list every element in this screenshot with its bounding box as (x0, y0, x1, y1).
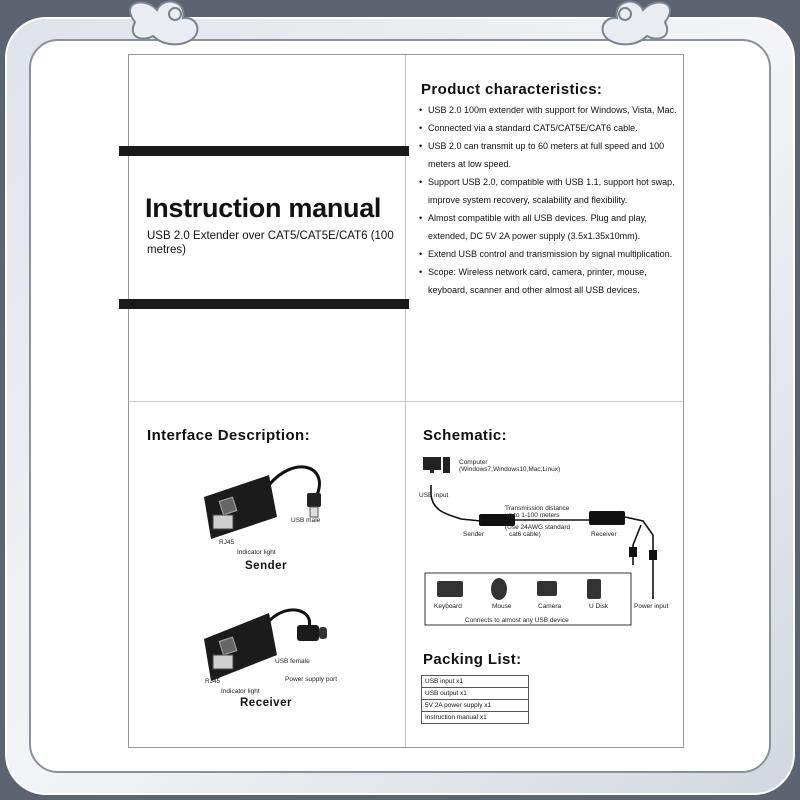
characteristic-item: • Support USB 2.0, compatible with USB 1.1, support hot swap, improve system recovery, scalability and flexibility. (419, 173, 679, 209)
device-label-udisk: U Disk (589, 603, 609, 610)
device-label-camera: Camera (538, 603, 562, 610)
rj45-port (213, 655, 233, 669)
device-label-mouse: Mouse (492, 603, 512, 610)
characteristics-heading: Product characteristics: (421, 81, 603, 98)
monitor-icon (423, 457, 441, 470)
receiver-usb-label: USB female (275, 658, 310, 665)
schematic-sender-label: Sender (463, 531, 484, 538)
cable-label-line1: (Use 24AWG standard (505, 524, 571, 531)
sender-device-illustration (199, 455, 329, 545)
receiver-indicator-label: Indicator light (221, 688, 260, 695)
characteristic-item: • USB 2.0 100m extender with support for Windows, Vista, Mac. (419, 101, 679, 119)
computer-tower-icon (443, 457, 450, 473)
schematic-receiver-label: Receiver (591, 531, 617, 538)
interface-heading: Interface Description: (147, 427, 311, 444)
manual-title: Instruction manual (145, 193, 382, 223)
usb-male-plug (307, 493, 321, 507)
computer-label-line1: Computer (459, 459, 488, 466)
title-bar-top (119, 146, 409, 156)
sender-usb-label: USB male (291, 517, 321, 524)
keyboard-icon (437, 581, 463, 597)
characteristic-item: • Scope: Wireless network card, camera, printer, mouse, keyboard, scanner and other almost all USB devices. (419, 263, 679, 299)
distance-label-line2: up to 1-100 meters (505, 512, 560, 519)
device-label-keyboard: Keyboard (434, 603, 462, 610)
power-input-label: Power input (634, 603, 669, 610)
cable-label-line2: cat6 cable) (509, 531, 541, 538)
camera-icon (537, 581, 557, 596)
sender-indicator-label: Indicator light (237, 549, 276, 556)
packing-item: USB input x1 (422, 676, 529, 688)
power-plug-icon (649, 550, 657, 560)
receiver-device-illustration (199, 597, 329, 687)
manual-page (128, 54, 684, 748)
connects-label: Connects to almost any USB device (465, 617, 569, 624)
receiver-caption: Receiver (240, 697, 292, 709)
characteristic-item: • USB 2.0 can transmit up to 60 meters at full speed and 100 meters at low speed. (419, 137, 679, 173)
usb-input-label: USB input (419, 492, 449, 499)
packing-item: 5V 2A power supply x1 (422, 700, 529, 712)
receiver-unit-icon (589, 511, 625, 525)
table-row (422, 688, 529, 700)
characteristics-list (419, 101, 679, 299)
usb-female-socket (297, 625, 319, 641)
packing-item: USB output x1 (422, 688, 529, 700)
sender-caption: Sender (245, 560, 287, 572)
table-row (422, 700, 529, 712)
distance-label-line1: Transmission distance (505, 505, 570, 512)
manual-subtitle: USB 2.0 Extender over CAT5/CAT5E/CAT6 (100 metres) (147, 230, 394, 256)
title-bar-bottom (119, 299, 409, 309)
row-divider (129, 401, 683, 402)
table-row (422, 676, 529, 688)
usb-disk-icon (587, 579, 601, 599)
receiver-power-label: Power supply port (285, 676, 338, 683)
packing-item: Instruction manual x1 (422, 712, 529, 724)
rj45-port (213, 515, 233, 529)
mouse-icon (491, 578, 507, 600)
computer-label-line2: (Windows7,Windows10,Mac,Linux) (459, 466, 561, 473)
receiver-rj45-label: RJ45 (205, 678, 221, 685)
table-row (422, 712, 529, 724)
packing-heading: Packing List: (423, 651, 522, 668)
schematic-heading: Schematic: (423, 427, 508, 444)
sender-rj45-label: RJ45 (219, 539, 235, 546)
characteristic-item: • Connected via a standard CAT5/CAT5E/CAT6 cable. (419, 119, 679, 137)
characteristic-item: • Almost compatible with all USB devices. Plug and play, extended, DC 5V 2A power supply (3.5x1.35x10mm). (419, 209, 679, 245)
packing-table (421, 675, 529, 724)
characteristic-item: • Extend USB control and transmission by signal multiplication. (419, 245, 679, 263)
